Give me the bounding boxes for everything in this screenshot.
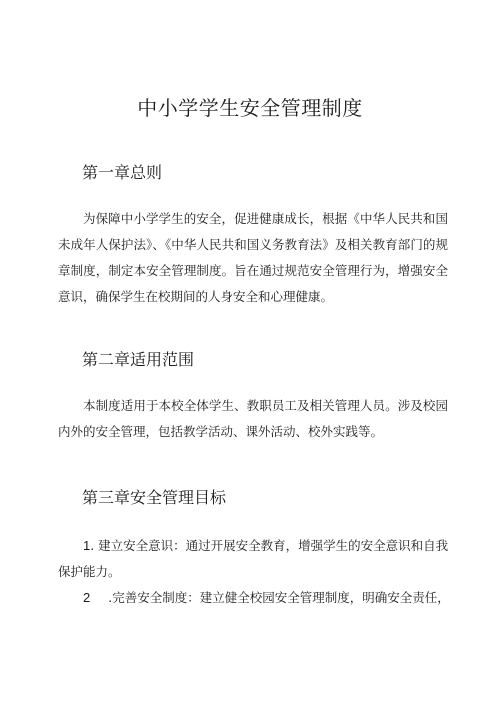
list-item (58, 533, 450, 585)
chapter-3-heading: 第三章安全管理目标 (82, 488, 227, 507)
chapter-2-paragraph: 本制度适用于本校全体学生、教职员工及相关管理人员。涉及校园内外的安全管理，包括教学活动、课外活动、校外实践等。 (58, 398, 448, 439)
list-item-text: .完善安全制度：建立健全校园安全管理制度，明确安全责任， (108, 590, 450, 605)
list-item-number: 1 (83, 538, 91, 553)
chapter-1-heading: 第一章总则 (82, 163, 163, 182)
chapter-1-paragraph: 为保障中小学学生的安全，促进健康成长，根据《中华人民共和国未成年人保护法》、《中华人民共和国义务教育法》及相关教育部门的规章制度，制定本安全管理制度。旨在通过规范安全管理行为，增强安全意识，确保学生在校期间的人身安全和心理健康。 (58, 211, 448, 304)
list-item-number: 2 (83, 590, 91, 605)
document-title: 中小学学生安全管理制度 (137, 96, 363, 120)
list-item (58, 585, 450, 611)
list-item-text: . 建立安全意识：通过开展安全教育，增强学生的安全意识和自我保护能力。 (58, 538, 449, 579)
chapter-2-heading: 第二章适用范围 (82, 350, 195, 369)
